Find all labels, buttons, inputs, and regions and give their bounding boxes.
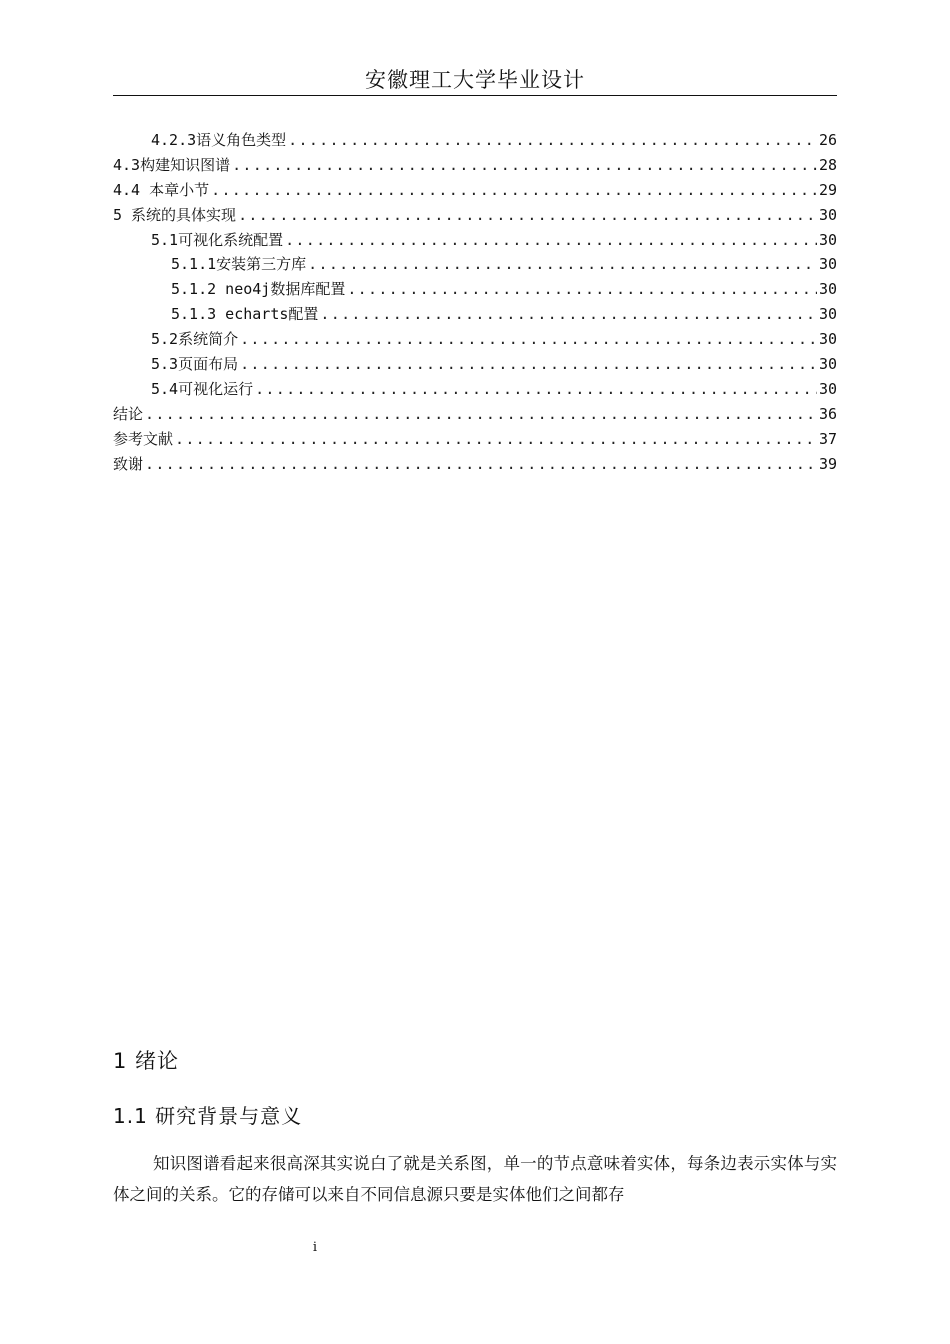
toc-entry[interactable] [113,153,837,178]
toc-entry-page: 30 [818,305,837,324]
section-heading: 1.1 研究背景与意义 [113,1104,303,1128]
page-number: i [312,1240,318,1255]
toc-entry-title: 5.2系统简介 [151,330,239,349]
toc-entry-title: 4.3构建知识图谱 [113,155,231,174]
toc-entry-title: 参考文献 [113,429,174,448]
toc-entry-page: 30 [818,230,837,249]
toc-entry[interactable] [113,277,837,302]
toc-entry[interactable] [113,327,837,352]
toc-entry-page: 30 [818,379,837,398]
toc-entry[interactable] [113,252,837,277]
toc-entry-page: 30 [818,255,837,274]
toc-entry-page: 39 [818,454,837,473]
toc-entry-title: 5.1.1安装第三方库 [171,255,307,274]
toc-entry-page: 28 [818,155,837,174]
page-header-title: 安徽理工大学毕业设计 [365,68,585,92]
toc-entry-title: 5 系统的具体实现 [113,205,237,224]
toc-entry[interactable] [113,178,837,203]
toc-entry-page: 29 [818,180,837,199]
table-of-contents [113,128,837,476]
toc-entry-page: 30 [818,355,837,374]
chapter-heading: 1 绪论 [113,1049,180,1073]
toc-dot-leader [211,178,817,203]
toc-entry[interactable] [113,352,837,377]
header-rule [113,95,837,96]
toc-entry-page: 37 [818,429,837,448]
toc-dot-leader [285,228,817,253]
toc-entry-page: 30 [818,330,837,349]
toc-dot-leader [308,252,817,277]
toc-entry[interactable] [113,427,837,452]
toc-dot-leader [347,277,817,302]
toc-entry-title: 致谢 [113,454,144,473]
toc-entry[interactable] [113,377,837,402]
toc-entry[interactable] [113,228,837,253]
toc-entry[interactable] [113,402,837,427]
toc-entry-title: 5.1可视化系统配置 [151,230,284,249]
toc-entry-title: 4.2.3语义角色类型 [151,131,287,149]
toc-entry[interactable] [113,302,837,327]
toc-dot-leader [240,352,817,377]
toc-entry-page: 30 [818,280,837,299]
toc-entry-title: 5.4可视化运行 [151,379,254,398]
toc-dot-leader [320,302,817,327]
toc-dot-leader [145,402,817,427]
toc-entry-page: 36 [818,404,837,423]
toc-dot-leader [232,153,817,178]
body-paragraph: 知识图谱看起来很高深其实说白了就是关系图，单一的节点意味着实体，每条边表示实体与实体之间的关系。它的存储可以来自不同信息源只要是实体他们之间都存 [113,1154,837,1204]
toc-entry[interactable] [113,203,837,228]
toc-dot-leader [255,377,817,402]
toc-dot-leader [175,427,817,452]
toc-entry-page: 26 [818,131,837,149]
toc-entry-title: 结论 [113,404,144,423]
toc-entry[interactable] [113,128,837,153]
toc-entry[interactable] [113,452,837,477]
toc-dot-leader [240,327,817,352]
toc-entry-title: 5.3页面布局 [151,355,239,374]
toc-dot-leader [238,203,817,228]
toc-entry-title: 4.4 本章小节 [113,180,210,199]
toc-dot-leader [145,452,817,477]
toc-dot-leader [288,128,817,153]
toc-entry-page: 30 [818,205,837,224]
toc-entry-title: 5.1.2 neo4j数据库配置 [171,280,346,299]
toc-entry-title: 5.1.3 echarts配置 [171,305,319,324]
